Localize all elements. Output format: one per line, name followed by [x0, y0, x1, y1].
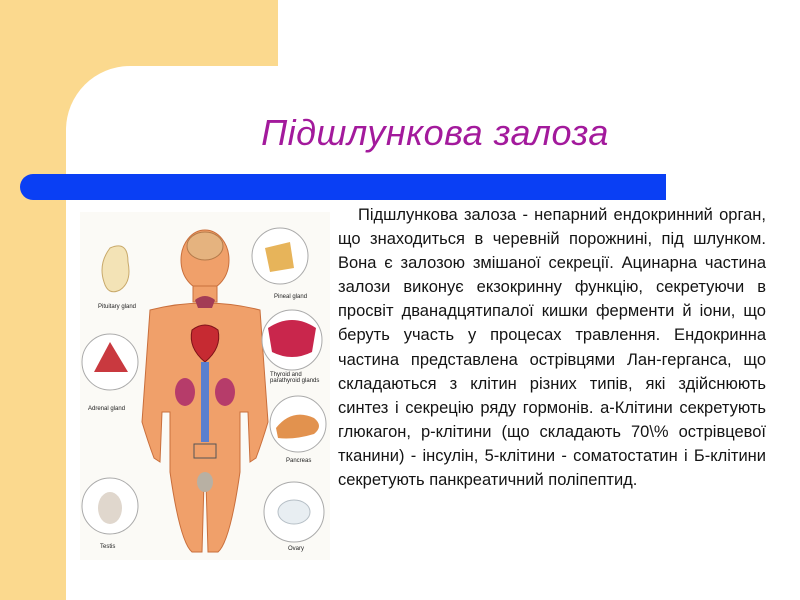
- endocrine-diagram: [80, 212, 330, 560]
- right-kidney-icon: [215, 378, 235, 406]
- brain-icon: [187, 232, 223, 260]
- ovary-icon: [278, 500, 310, 524]
- testis-gland-icon: [98, 492, 122, 524]
- left-kidney-icon: [175, 378, 195, 406]
- slide-title: Підшлункова залоза: [261, 112, 609, 153]
- label-pituitary: Pituitary gland: [98, 304, 137, 310]
- thyroid-gland-icon: [268, 320, 316, 357]
- pituitary-gland-icon: [102, 246, 129, 292]
- label-thyroid: Thyroid and parathyroid glands: [270, 372, 320, 384]
- body-paragraph: Підшлункова залоза - непарний ендокринний орган, що знаходиться в черевній порожнині, під шлунком. Вона є залозою змішаної секреції. Ацинарна частина залози виконує екзокринну функцію, секретуючи в просвіт дванадцятипалої кишки ферменти й іони, що беруть участь у процесах травлення. Ендокринна частина представлена острівцями Лан-герганса, що складаються з клітин різних типів, які здійснюють синтез і секрецію ряду гормонів. а-Клітини секретують глюкагон, р-клітини (що складають 70\% острівцевої тканини) - інсулін, 5-клітини - соматостатин і Б-клітини секретують панкреатичний поліпептид.: [338, 206, 766, 490]
- label-pineal: Pineal gland: [274, 294, 308, 300]
- label-adrenal: Adrenal gland: [88, 406, 126, 412]
- vessel-icon: [201, 362, 209, 442]
- label-testis: Testis: [100, 544, 116, 550]
- title-underline-bar: [20, 174, 666, 200]
- testis-icon: [197, 472, 213, 492]
- endocrine-system-illustration: [80, 212, 330, 560]
- label-pancreas: Pancreas: [286, 458, 312, 464]
- background-left-strip: [0, 0, 66, 600]
- label-ovary: Ovary: [288, 546, 305, 552]
